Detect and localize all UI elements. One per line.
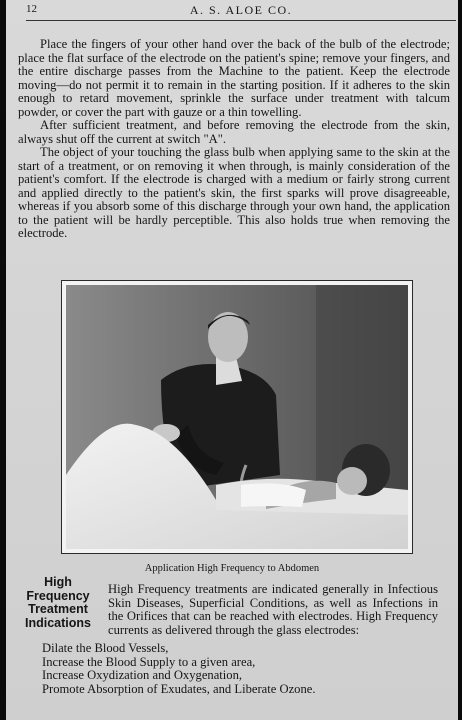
page-number: 12 <box>26 3 37 15</box>
paragraph-shut-off-current: After sufficient treatment, and before removing the electrode from the skin, always shut off the current at switch "A". <box>18 118 450 146</box>
effect-item: Promote Absorption of Exudates, and Liberate Ozone. <box>42 681 316 696</box>
indications-text: High Frequency treatments are indicated generally in Infectious Skin Diseases, Superficial Conditions, as well as Infections in the Orifices that can be reached with electrodes. High Frequency currents as delivered through the glass electrodes: <box>108 582 438 637</box>
heading-line: Frequency <box>26 588 90 603</box>
effect-item: Increase Oxydization and Oxygenation, <box>42 668 243 682</box>
heading-line: High <box>44 575 72 589</box>
heading-line: Indications <box>25 615 91 630</box>
book-page <box>6 0 458 720</box>
running-head <box>26 2 456 20</box>
indications-heading <box>12 576 104 630</box>
header-rule <box>26 20 456 21</box>
paragraph-patient-comfort: The object of your touching the glass bulb when applying same to the skin at the start of a treatment, or on removing it when through, is mainly consideration of the patient's comfort. If the electrode is charged with a medium or fairly strong current and applied directly to the patient's skin, the first sparks will prove disagreeable, whereas if you absorb some of this discharge through your own hand, the application to the patient will be hardly perceptible. This also holds true when removing the electrode. <box>18 145 450 240</box>
paragraph-electrode-placement: Place the fingers of your other hand over the back of the bulb of the electrode; place the flat surface of the electrode on the patient's spine; remove your fingers, and the entire discharge passes from the Machine to the patient. Keep the electrode moving—do not permit it to remain in the starting position. If it adheres to the skin enough to retard movement, sprinkle the surface under treatment with talcum powder, or cover the part with gauze or a thin towelling. <box>18 37 450 119</box>
figure-frame <box>61 280 413 554</box>
effect-item: Dilate the Blood Vessels, <box>42 641 169 655</box>
treatment-photo <box>66 285 408 549</box>
heading-line: Treatment <box>28 602 88 616</box>
effects-list <box>42 642 442 696</box>
instruction-text <box>18 38 450 241</box>
figure-caption: Application High Frequency to Abdomen <box>144 563 320 574</box>
publisher-name: A. S. ALOE CO. <box>189 3 293 17</box>
effect-item: Increase the Blood Supply to a given area, <box>42 654 256 669</box>
